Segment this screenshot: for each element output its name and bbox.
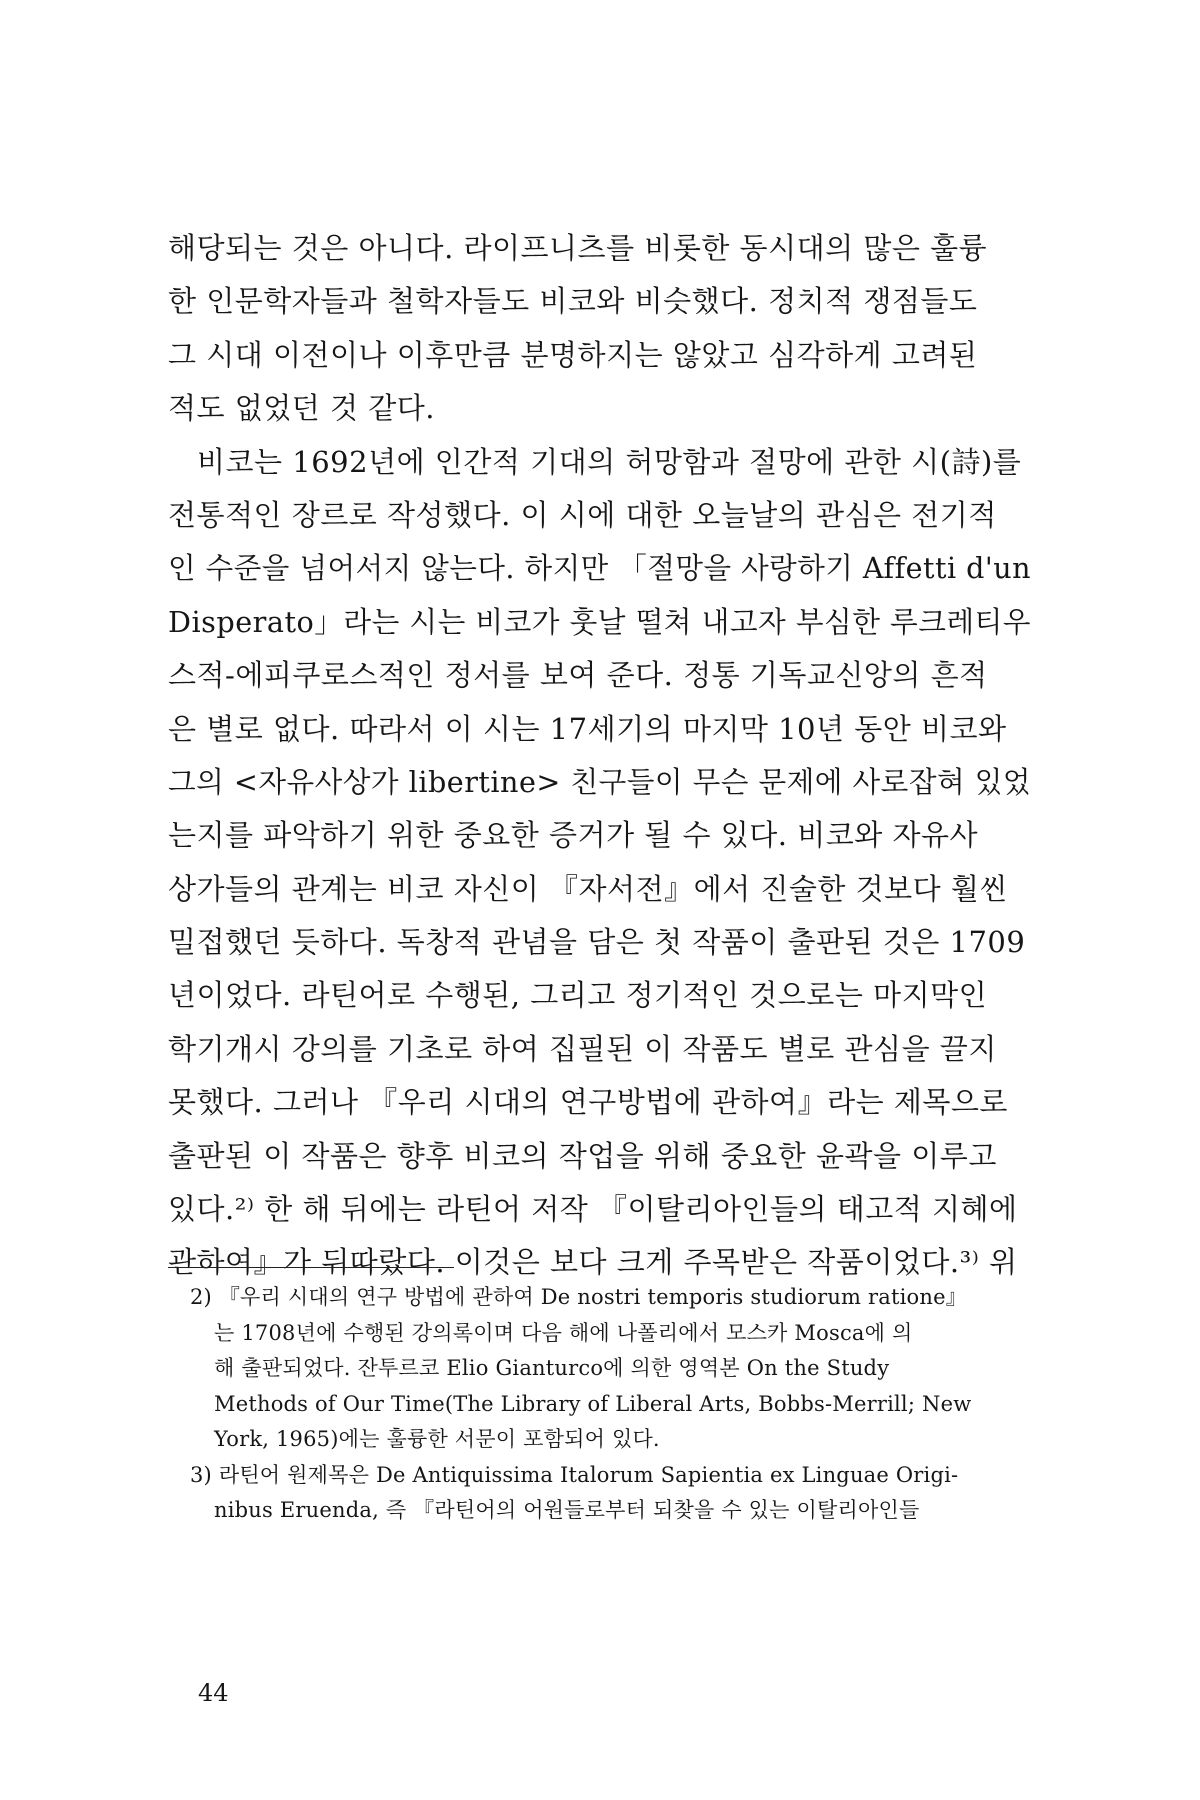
body-line-text: 은 별로 없다. 따라서 이 시는 17세기의 마지막 10년 동안 비코와	[168, 711, 1007, 746]
body-line-text: 출판된 이 작품은 향후 비코의 작업을 위해 중요한 윤곽을 이루고	[168, 1138, 997, 1173]
body-line	[168, 542, 1031, 595]
body-line	[168, 1183, 1031, 1236]
footnote-line	[190, 1422, 1031, 1458]
body-line-text: 스적-에피쿠로스적인 정서를 보여 준다. 정통 기독교신앙의 흔적	[168, 658, 988, 693]
body-line-text: Disperato」라는 시는 비코가 훗날 떨쳐 내고자 부심한 루크레티우	[168, 604, 1031, 639]
footnote-line-text: nibus Eruenda, 즉 『라틴어의 어원들로부터 되찾을 수 있는 이탈리아인들	[214, 1498, 920, 1522]
body-line	[168, 969, 1031, 1022]
body-line	[168, 489, 1031, 542]
body-line-text: 년이었다. 라틴어로 수행된, 그리고 정기적인 것으로는 마지막인	[168, 978, 988, 1013]
body-line-text: 있다.²⁾ 한 해 뒤에는 라틴어 저작 『이탈리아인들의 태고적 지혜에	[168, 1192, 1018, 1227]
footnote-line-text: 2) 『우리 시대의 연구 방법에 관하여 De nostri temporis studiorum ratione』	[190, 1285, 967, 1309]
body-line-text: 학기개시 강의를 기초로 하여 집필된 이 작품도 별로 관심을 끌지	[168, 1031, 997, 1066]
footnote-line	[190, 1493, 1031, 1529]
body-line-text: 밀접했던 듯하다. 독창적 관념을 담은 첫 작품이 출판된 것은 1709	[168, 925, 1026, 960]
body-line	[168, 916, 1031, 969]
body-line-text: 상가들의 관계는 비코 자신이 『자서전』에서 진술한 것보다 훨씬	[168, 871, 1008, 906]
body-line	[168, 275, 1031, 328]
body-line-text: 관하여』가 뒤따랐다. 이것은 보다 크게 주목받은 작품이었다.³⁾ 위	[168, 1245, 1018, 1280]
body-line	[168, 756, 1031, 809]
body-line	[168, 1023, 1031, 1076]
footnote-line-text: Methods of Our Time(The Library of Liberal Arts, Bobbs-Merrill; New	[214, 1391, 972, 1416]
footnote-line-text: 는 1708년에 수행된 강의록이며 다음 해에 나폴리에서 모스카 Mosca에 의	[214, 1320, 913, 1345]
body-line-text: 전통적인 장르로 작성했다. 이 시에 대한 오늘날의 관심은 전기적	[168, 497, 997, 532]
page-number: 44	[198, 1679, 229, 1707]
body-line-text: 적도 없었던 것 같다.	[168, 391, 435, 426]
body-line-text: 한 인문학자들과 철학자들도 비코와 비슷했다. 정치적 쟁점들도	[168, 284, 978, 319]
body-text	[168, 222, 1031, 1290]
body-line	[168, 703, 1031, 756]
body-line-text: 못했다. 그러나 『우리 시대의 연구방법에 관하여』라는 제목으로	[168, 1085, 1008, 1120]
body-line	[168, 382, 1031, 435]
body-line	[168, 863, 1031, 916]
footnotes	[190, 1280, 1031, 1529]
footnote-line	[190, 1458, 1031, 1494]
body-line-text: 인 수준을 넘어서지 않는다. 하지만 「절망을 사랑하기 Affetti d'un	[168, 551, 1031, 586]
body-line-text: 그 시대 이전이나 이후만큼 분명하지는 않았고 심각하게 고려된	[168, 337, 978, 372]
body-line	[168, 1130, 1031, 1183]
body-line	[168, 436, 1031, 489]
body-line-text: 비코는 1692년에 인간적 기대의 허망함과 절망에 관한 시(詩)를	[197, 444, 1022, 479]
footnote-line	[190, 1316, 1031, 1352]
body-line-text: 는지를 파악하기 위한 중요한 증거가 될 수 있다. 비코와 자유사	[168, 818, 979, 853]
body-line-text: 해당되는 것은 아니다. 라이프니츠를 비롯한 동시대의 많은 훌륭	[168, 231, 988, 265]
body-line	[168, 329, 1031, 382]
footnote-line-text: 3) 라틴어 원제목은 De Antiquissima Italorum Sapientia ex Linguae Origi-	[190, 1462, 959, 1487]
footnote-line-text: 해 출판되었다. 잔투르코 Elio Gianturco에 의한 영역본 On the Study	[214, 1356, 890, 1380]
body-line-text: 그의 <자유사상가 libertine> 친구들이 무슨 문제에 사로잡혀 있었	[168, 764, 1031, 799]
body-line	[168, 596, 1031, 649]
footnote-line-text: York, 1965)에는 훌륭한 서문이 포함되어 있다.	[214, 1427, 660, 1451]
body-line	[168, 222, 1031, 275]
body-line	[168, 1076, 1031, 1129]
footnote-line	[190, 1280, 1031, 1316]
footnote-separator	[168, 1267, 454, 1268]
body-line	[168, 809, 1031, 862]
body-line	[168, 649, 1031, 702]
footnote-line	[190, 1351, 1031, 1387]
footnote-line	[190, 1387, 1031, 1423]
